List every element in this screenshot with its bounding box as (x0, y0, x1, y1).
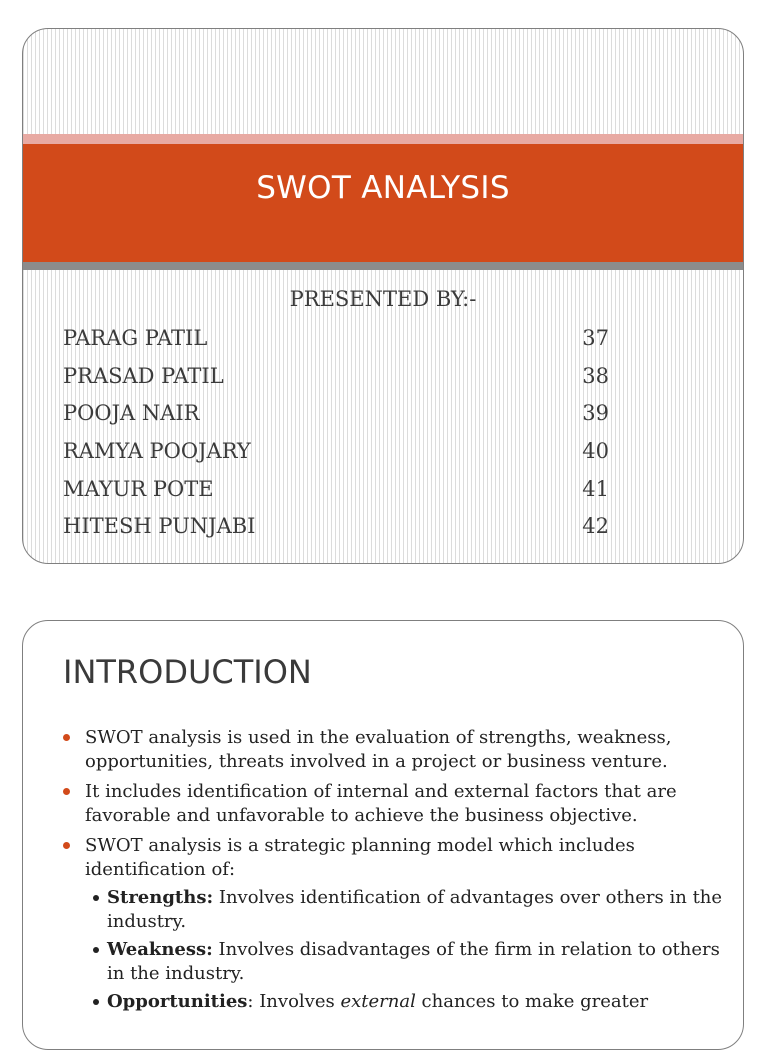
slide-title: INTRODUCTION (63, 653, 312, 691)
member-roll: 39 (582, 401, 609, 426)
bullet-text: SWOT analysis is used in the evaluation of strengths, weakness, opportunities, threats involved in a project or business venture. (85, 727, 672, 772)
sub-bullet-dot-icon (93, 895, 99, 901)
member-row (63, 321, 609, 359)
member-name: MAYUR POTE (63, 476, 214, 501)
term-description: Involves disadvantages of the firm in relation to others in the industry. (107, 939, 720, 984)
sub-bullet-weakness (85, 938, 723, 986)
title-slide (22, 28, 744, 564)
term-label: Weakness: (107, 939, 213, 960)
member-roll: 40 (582, 439, 609, 464)
member-roll: 38 (582, 363, 609, 388)
sub-bullet-opportunities (85, 990, 723, 1014)
bullet-list (63, 726, 723, 1020)
bullet-item (63, 726, 723, 774)
member-name: PARAG PATIL (63, 326, 208, 350)
sub-bullet-strengths (85, 886, 723, 934)
bullet-item (63, 780, 723, 828)
bullet-dot-icon (63, 734, 70, 741)
sub-bullet-dot-icon (93, 947, 99, 953)
pink-accent-band (23, 134, 743, 144)
term-description-start: : Involves (247, 991, 341, 1012)
term-label: Strengths: (107, 887, 214, 908)
member-name: RAMYA POOJARY (63, 439, 251, 464)
introduction-slide (22, 620, 744, 1050)
bullet-dot-icon (63, 788, 70, 795)
sub-bullet-dot-icon (93, 999, 99, 1005)
member-name: PRASAD PATIL (63, 363, 224, 388)
presented-by-label: PRESENTED BY:- (289, 287, 477, 311)
member-name: POOJA NAIR (63, 401, 200, 426)
member-row (63, 509, 609, 547)
member-roll: 41 (582, 476, 609, 501)
slide-title: SWOT ANALYSIS (256, 170, 510, 206)
term-description-end: chances to make greater (415, 991, 649, 1012)
member-roll: 37 (582, 326, 609, 350)
term-emphasis: external (340, 991, 416, 1012)
term-description: Involves identification of advantages over others in the industry. (107, 887, 723, 932)
bullet-item (63, 834, 723, 1014)
member-row (63, 472, 609, 510)
sub-bullet-list (85, 886, 723, 1014)
member-row (63, 396, 609, 434)
member-list (63, 321, 609, 547)
bullet-text: SWOT analysis is a strategic planning model which includes identification of: (85, 835, 635, 880)
member-name: HITESH PUNJABI (63, 514, 256, 539)
member-row (63, 434, 609, 472)
member-row (63, 359, 609, 397)
term-label: Opportunities (107, 991, 248, 1012)
bullet-text: It includes identification of internal and external factors that are favorable and unfavorable to achieve the business objective. (85, 781, 677, 826)
gray-divider-band (23, 262, 743, 270)
member-roll: 42 (582, 514, 609, 539)
bullet-dot-icon (63, 842, 70, 849)
